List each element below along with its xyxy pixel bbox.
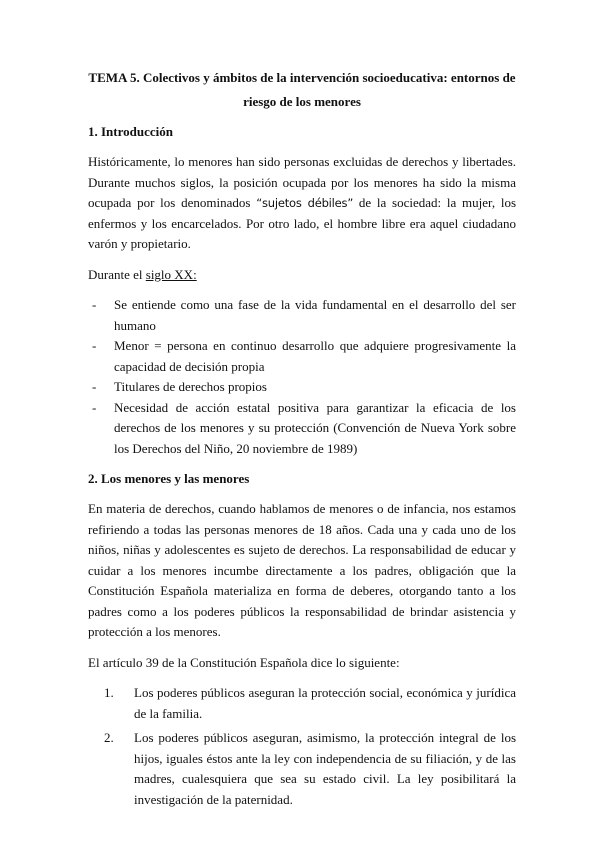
section-1-heading: 1. Introducción	[88, 124, 173, 139]
section-2-heading: 2. Los menores y las menores	[88, 471, 250, 486]
title-line-1: TEMA 5. Colectivos y ámbitos de la intervención socioeducativa: entornos de	[88, 70, 516, 85]
item-number: 1.	[104, 685, 114, 700]
list-item	[92, 398, 516, 460]
paragraph-text: Durante el	[88, 266, 146, 282]
list-item-text: Los poderes públicos aseguran la protección social, económica y jurídica de la familia.	[134, 685, 516, 721]
item-number: 2.	[104, 730, 114, 745]
section-1-paragraph-2	[88, 265, 516, 286]
list-item-text: Se entiende como una fase de la vida fundamental en el desarrollo del ser humano	[114, 297, 516, 333]
list-item-text: Menor = persona en continuo desarrollo que adquiere progresivamente la capacidad de decisión propia	[114, 338, 516, 374]
dash-list	[88, 295, 516, 459]
list-item-text: Necesidad de acción estatal positiva para garantizar la eficacia de los derechos de los menores y su protección (Convención de Nueva York sobre los Derechos del Niño, 20 noviembre de 1989)	[114, 399, 516, 456]
section-2-paragraph-2: El artículo 39 de la Constitución Española dice lo siguiente:	[88, 654, 400, 670]
paragraph-text: Históricamente, lo menores han sido personas excluidas de derechos y libertades. Durante muchos siglos, la posición ocupada por los menores ha sido la misma ocupada por los denominados	[88, 154, 516, 210]
dash-mark: -	[92, 379, 97, 394]
section-1-paragraph-1	[88, 152, 516, 255]
underlined-term: siglo XX:	[145, 266, 197, 282]
dash-mark: -	[92, 399, 97, 415]
numbered-list	[88, 683, 516, 810]
list-item	[92, 377, 516, 398]
paragraph-text: de la sociedad: la mujer, los enfermos y los encarcelados. Por otro lado, el hombre libre era aquel ciudadano varón y propietario.	[88, 195, 517, 251]
dash-mark: -	[92, 338, 97, 353]
quoted-term: “sujetos débiles”	[256, 196, 354, 210]
list-item-text: Los poderes públicos aseguran, asimismo, la protección integral de los hijos, iguales éstos ante la ley con independencia de su filiación, y de las madres, cualesquiera que sea su estado civil. La ley posibilitará la investigación de la paternidad.	[134, 730, 516, 807]
document-title	[88, 66, 516, 114]
section-2-paragraph-1: En materia de derechos, cuando hablamos de menores o de infancia, nos estamos refiriendo a todas las personas menores de 18 años. Cada una y cada uno de los niños, niñas y adolescentes es sujeto de derechos. La responsabilidad de educar y cuidar a los menores incumbe directamente a los padres, obligación que la Constitución Española materializa en forma de deberes, otorgando tanto a los padres como a los poderes públicos la responsabilidad de brindar asistencia y protección a los menores.	[88, 501, 516, 639]
list-item	[104, 683, 516, 724]
list-item	[104, 728, 516, 810]
dash-mark: -	[92, 297, 97, 312]
title-line-2: riesgo de los menores	[243, 94, 361, 109]
list-item	[92, 336, 516, 377]
list-item-text: Titulares de derechos propios	[114, 379, 267, 394]
list-item	[92, 295, 516, 336]
